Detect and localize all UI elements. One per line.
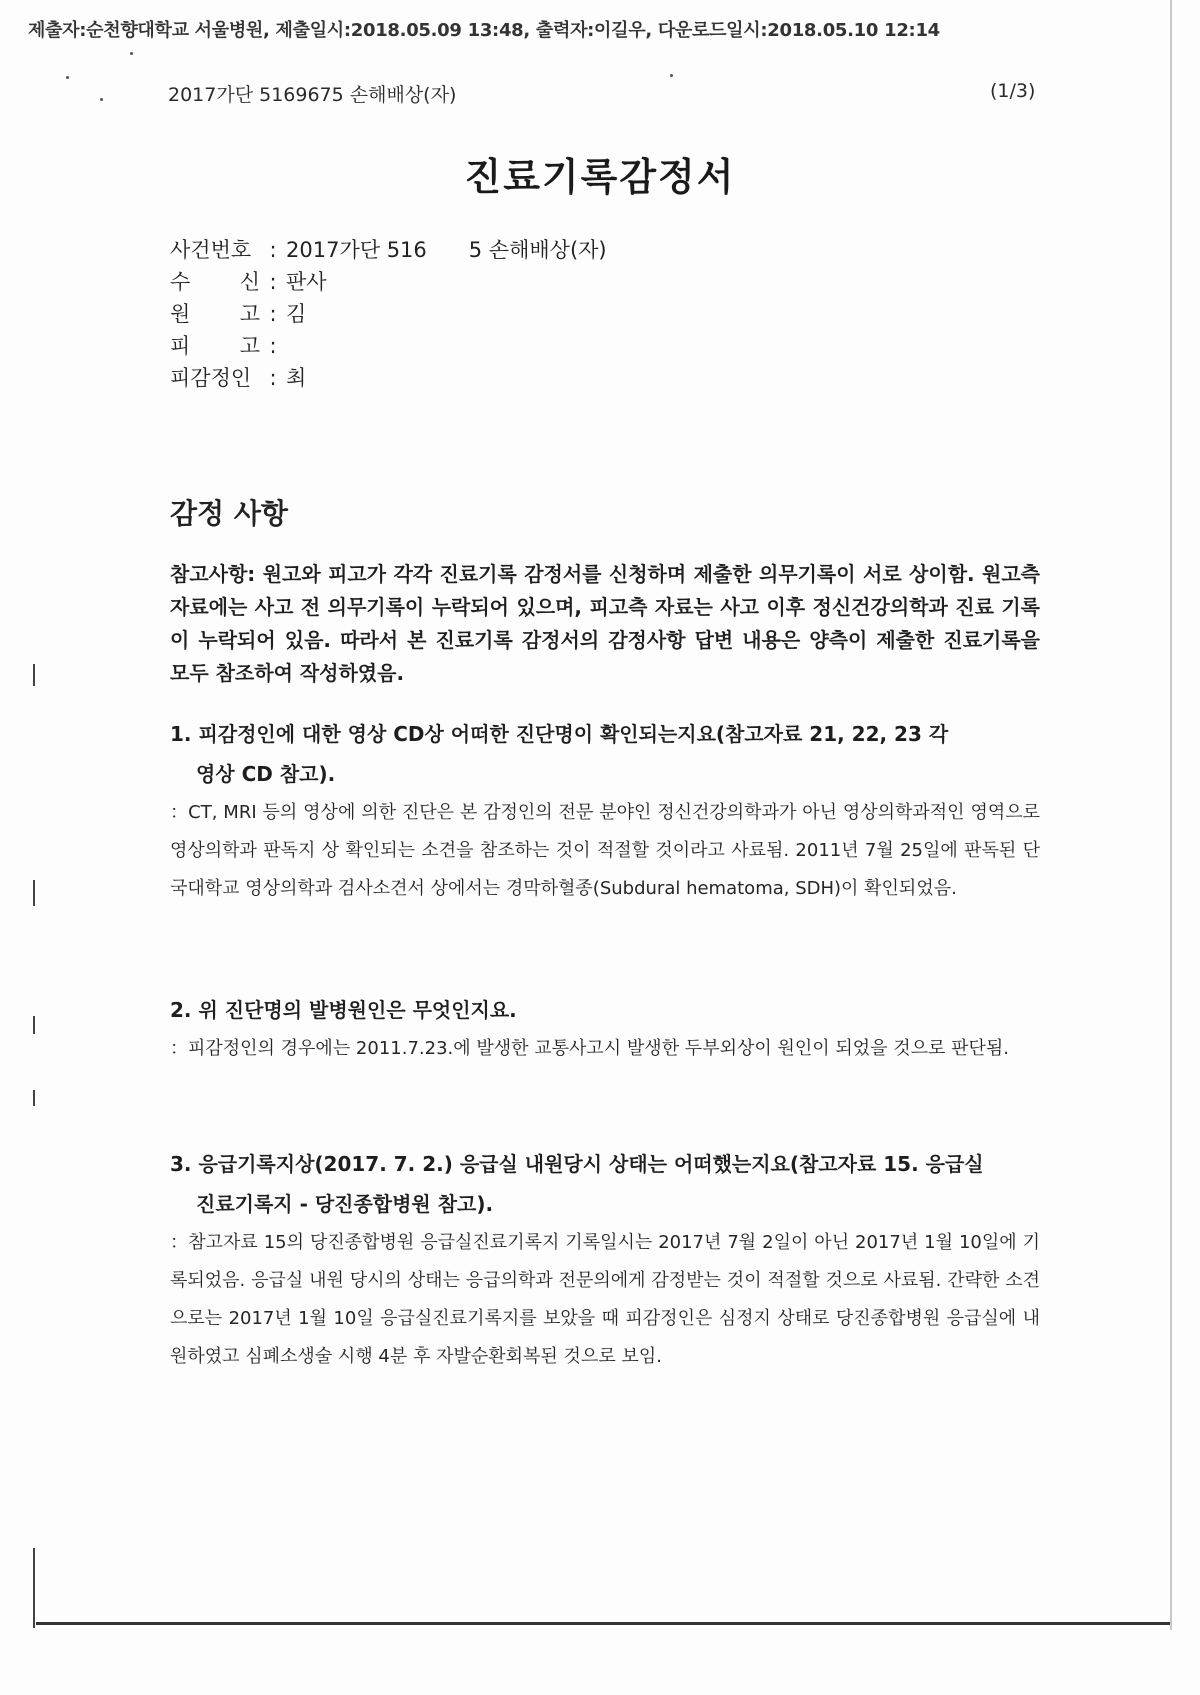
- page-edge: [1170, 0, 1172, 1630]
- info-label: 사건번호: [170, 238, 252, 262]
- reference-note: 참고사항: 원고와 피고가 각각 진료기록 감정서를 신청하며 제출한 의무기록이 서로 상이함. 원고측 자료에는 사고 전 의무기록이 누락되어 있으며, 피고측 자료는 사고 이후 정신건강의학과 진료 기록이 누락되어 있음. 따라서 본 진료기록 감정서의 감정사항 답변 내용은 양측이 제출한 진료기록을 모두 참조하여 작성하였음.: [170, 562, 1040, 685]
- info-row-plaintiff: [170, 298, 607, 330]
- question-text: 3. 응급기록지상(2017. 7. 2.) 응급실 내원당시 상태는 어떠했는지요(참고자료 15. 응급실: [170, 1152, 984, 1176]
- info-row-case-number: [170, 234, 607, 266]
- question-2: [170, 990, 1040, 1030]
- submission-header: 제출자:순천향대학교 서울병원, 제출일시:2018.05.09 13:48, 출력자:이길우, 다운로드일시:2018.05.10 12:14: [28, 20, 940, 41]
- info-value: 최: [286, 366, 307, 390]
- info-label: 수 신: [170, 270, 260, 294]
- info-colon: :: [269, 238, 277, 262]
- info-label: 피감정인: [170, 366, 252, 390]
- question-text-cont: 진료기록지 - 당진종합병원 참고).: [196, 1192, 494, 1216]
- scan-dot: [130, 52, 133, 55]
- scan-mark: [33, 1548, 35, 1628]
- page-indicator: (1/3): [990, 80, 1036, 102]
- question-text: 1. 피감정인에 대한 영상 CD상 어떠한 진단명이 확인되는지요(참고자료 21, 22, 23 각: [170, 722, 949, 746]
- scan-dot: [670, 74, 673, 77]
- info-row-examinee: [170, 362, 607, 394]
- case-number-line: 2017가단 5169675 손해배상(자): [168, 84, 457, 106]
- info-value: 판사: [286, 270, 327, 294]
- question-3: [170, 1144, 1040, 1224]
- info-row-defendant: [170, 330, 607, 362]
- answer-3: ：참고자료 15의 당진종합병원 응급실진료기록지 기록일시는 2017년 7월 2일이 아닌 2017년 1월 10일에 기록되었음. 응급실 내원 당시의 상태는 응급의학과 전문의에게 감정받는 것이 적절할 것으로 사료됨. 간략한 소견으로는 2017년 1월 10일 응급실진료기록지를 보았을 때 피감정인은 심정지 상태로 당진종합병원 응급실에 내원하였고 심폐소생술 시행 4분 후 자발순환회복된 것으로 보임.: [170, 1232, 1040, 1367]
- answer-1: ：CT, MRI 등의 영상에 의한 진단은 본 감정인의 전문 분야인 정신건강의학과가 아닌 영상의학과적인 영역으로 영상의학과 판독지 상 확인되는 소견을 참조하는 것이 적절할 것이라고 사료됨. 2011년 7월 25일에 판독된 단국대학교 영상의학과 검사소견서 상에서는 경막하혈종(Subdural hematoma, SDH)이 확인되었음.: [170, 802, 1040, 899]
- case-info-block: [170, 234, 607, 394]
- section-heading: 감정 사항: [170, 497, 288, 530]
- answer-2: ：피감정인의 경우에는 2011.7.23.에 발생한 교통사고시 발생한 두부외상이 원인이 되었을 것으로 판단됨.: [170, 1038, 1010, 1059]
- info-row-recipient: [170, 266, 607, 298]
- question-text-cont: 영상 CD 참고).: [196, 762, 336, 786]
- scan-mark: [33, 1090, 35, 1106]
- question-1: [170, 714, 1040, 794]
- scan-dot: [100, 98, 103, 101]
- info-value: 김: [286, 302, 307, 326]
- info-colon: :: [269, 366, 277, 390]
- question-text: 2. 위 진단명의 발병원인은 무엇인지요.: [170, 998, 517, 1022]
- info-colon: :: [269, 302, 277, 326]
- document-title: 진료기록감정서: [464, 155, 736, 199]
- scan-mark: [33, 664, 35, 686]
- info-colon: :: [269, 334, 277, 358]
- bottom-rule: [36, 1622, 1170, 1625]
- scan-mark: [33, 880, 35, 906]
- scan-dot: [66, 76, 69, 79]
- info-value: 2017가단 516 5 손해배상(자): [286, 238, 607, 262]
- scan-mark: [33, 1016, 35, 1034]
- info-label: 원 고: [170, 302, 260, 326]
- info-label: 피 고: [170, 334, 260, 358]
- info-colon: :: [269, 270, 277, 294]
